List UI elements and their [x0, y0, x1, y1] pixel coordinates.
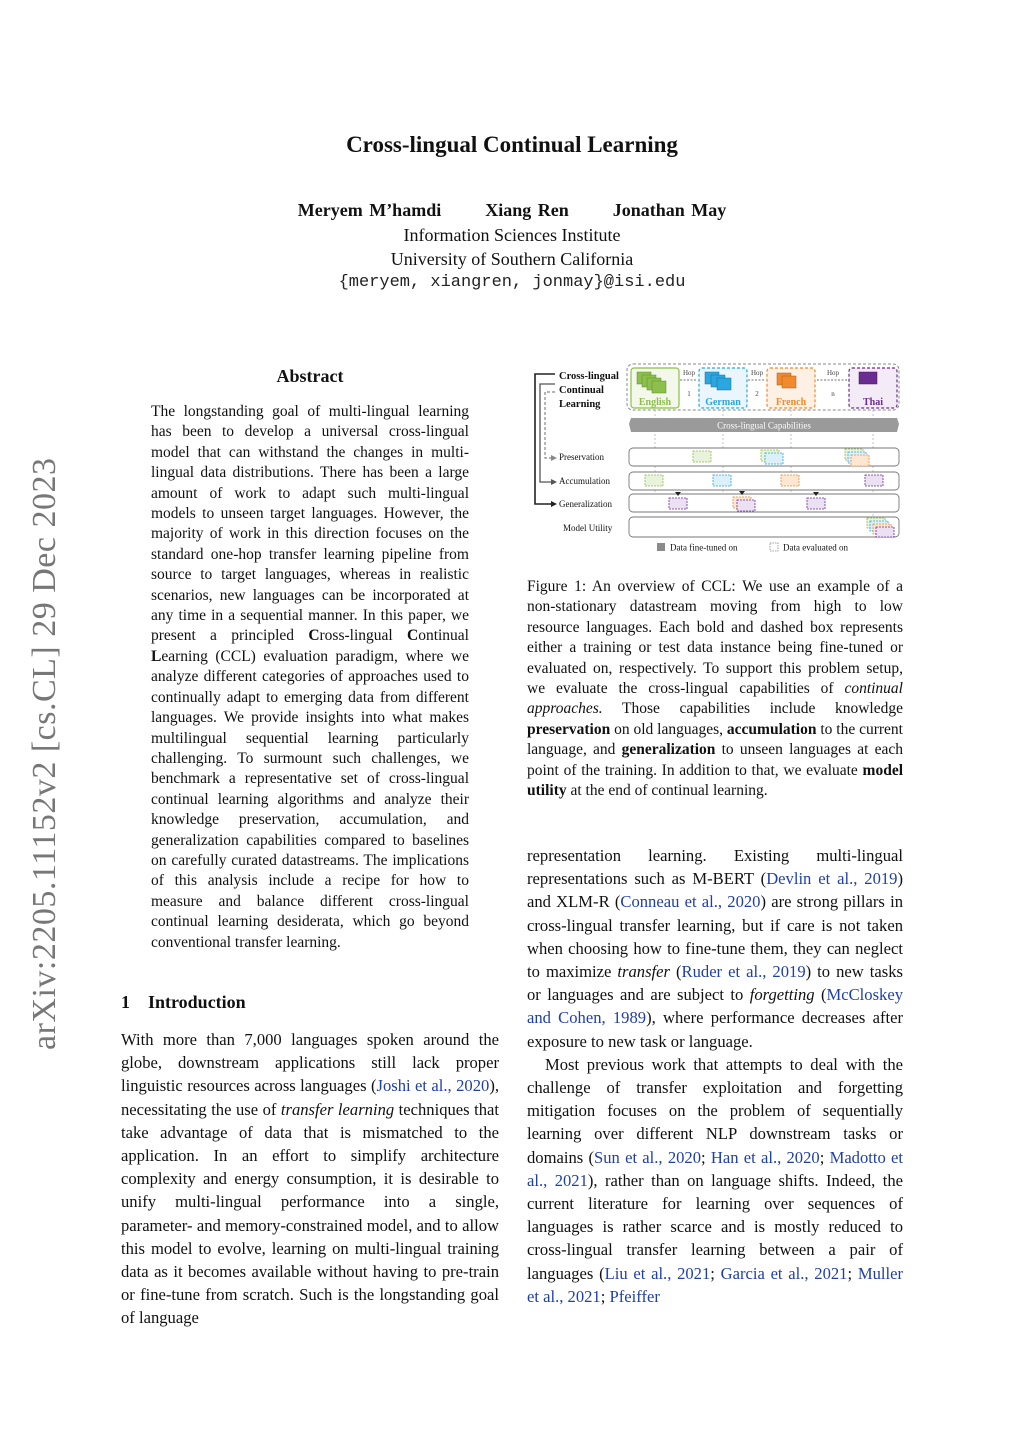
eval-instance — [737, 500, 755, 511]
citation-link[interactable]: McCloskey and Cohen, 1989 — [527, 985, 903, 1028]
author-name: Xiang Ren — [485, 200, 569, 220]
abstract-text: The longstanding goal of multi-lingual learning has been to develop a universal cross-lingual model that can withstand the changes in multi-lingual data distributions. There has been a large amount of work to adapt such multi-lingual models to unseen target languages. However, the majority of work in this direction focuses on the standard one-hop transfer learning pipeline from source to target languages, whereas in realistic scenarios, new languages can be incorporated at any time in a sequential manner. In this paper, we present a principled Cross-lingual Continual Learning (CCL) evaluation paradigm, where we analyze different categories of approaches used to continually adapt to emerging data from different languages. We provide insights into what makes multilingual sequential learning particularly challenging. To surmount such challenges, we benchmark a representative set of cross-lingual continual learning algorithms and analyze their knowledge preservation, accumulation, and generalization capabilities compared to baselines on carefully curated datastreams. The implications of this analysis include a recipe for how to measure and balance different cross-lingual continual learning desiderata, which go beyond conventional transfer learning. — [151, 403, 469, 951]
citation-link[interactable]: Pfeiffer — [609, 1286, 660, 1306]
legend-label: Data fine-tuned on — [670, 542, 738, 553]
legend-label: Data evaluated on — [783, 542, 848, 553]
language-block-english — [631, 368, 679, 408]
capabilities-label: Cross-lingual Capabilities — [717, 420, 811, 431]
citation-link[interactable]: Liu et al., 2021 — [604, 1263, 711, 1283]
figure-caption: Figure 1: An overview of CCL: We use an example of a non-stationary datastream moving from high to low resource languages. Each bold and dashed box represents either a training or test data instance being fine-tuned or evaluated on, respectively. To support this problem setup, we evaluate the cross-lingual capabilities of continual approaches. Those capabilities include knowledge preservation on old languages, accumulation to the current language, and generalization to unseen languages at each point of the training. In addition to that, we evaluate model utility at the end of continual learning. — [527, 578, 903, 800]
language-block-french — [767, 368, 815, 408]
eval-instance — [807, 498, 825, 509]
figure-title-line: Cross-lingual — [559, 371, 619, 382]
eval-instance — [876, 527, 894, 537]
flow-bracket-preservation — [545, 392, 555, 458]
citation-link[interactable]: Sun et al., 2020 — [594, 1147, 702, 1167]
author-list — [0, 200, 1024, 221]
hop-label: Hop — [750, 369, 764, 377]
abstract-heading: Abstract — [276, 366, 344, 386]
language-block-german — [699, 368, 747, 408]
arrow-head — [551, 479, 557, 485]
language-label: English — [638, 397, 672, 408]
citation-link[interactable]: Joshi et al., 2020 — [376, 1076, 490, 1096]
hop-label: Hop — [682, 369, 696, 377]
row-box-model-utility — [629, 517, 899, 537]
eval-instance — [693, 451, 711, 462]
section-heading — [121, 992, 246, 1013]
figure-title-line: Learning — [559, 399, 601, 410]
intro-paragraph: Most previous work that attempts to deal with the challenge of transfer exploitation and forgetting mitigation focuses on the problem of sequentially learning over different NLP downstream tasks or domains (Sun et al., 2020; Han et al., 2020; Madotto et al., 2021), rather than on language shifts. Indeed, the current literature for learning over sequences of languages is rather scarce and is mostly reduced to cross-lingual transfer learning between a pair of languages (Liu et al., 2021; Garcia et al., 2021; Muller et al., 2021; Pfeiffer — [527, 1054, 904, 1306]
flow-bracket-accumulation — [540, 384, 555, 482]
affiliation-line: Information Sciences Institute — [403, 225, 621, 245]
legend-swatch-finetuned — [657, 543, 665, 551]
row-label: Accumulation — [559, 476, 610, 486]
eval-instance — [713, 475, 731, 486]
row-box-accumulation — [629, 472, 899, 490]
eval-instance — [669, 498, 687, 509]
citation-link[interactable]: Han et al., 2020 — [710, 1147, 820, 1167]
eval-instance — [765, 453, 783, 464]
citation-link[interactable]: Conneau et al., 2020 — [620, 892, 761, 912]
citation-link[interactable]: Devlin et al., 2019 — [766, 869, 898, 889]
author-email: {meryem, xiangren, jonmay}@isi.edu — [338, 273, 686, 292]
intro-paragraph-continued: representation learning. Existing multi-lingual representations such as M-BERT (Devlin et al., 2019) and XLM-R (Conneau et al., 2020) are strong pillars in cross-lingual transfer learning, but if care is not taken when choosing how to fine-tune them, they can neglect to maximize transfer (Ruder et al., 2019) to new tasks or languages and are subject to forgetting (McCloskey and Cohen, 1989), where performance decreases after exposure to new task or language. — [527, 846, 903, 1051]
language-label: Thai — [862, 397, 884, 408]
legend-swatch-evaluated — [770, 543, 778, 551]
eval-instance — [865, 475, 883, 486]
citation-link[interactable]: Ruder et al., 2019 — [681, 962, 806, 982]
intro-right-column — [527, 844, 903, 1308]
row-label: Generalization — [559, 499, 612, 509]
citation-link[interactable]: Garcia et al., 2021 — [720, 1263, 848, 1283]
arrow-head — [551, 455, 557, 461]
hop-number: 1 — [687, 390, 691, 398]
hop-number: n — [831, 390, 835, 398]
section-number: 1 — [121, 992, 130, 1012]
arxiv-stamp: arXiv:2205.11152v2 [cs.CL] 29 Dec 2023 — [26, 457, 63, 1050]
intro-paragraph: With more than 7,000 languages spoken around the globe, downstream applications still lack proper linguistic resources across languages (Joshi et al., 2020), necessitating the use of transfer learning techniques that take advantage of data that is mismatched to the application. In an effort to simplify architecture complexity and energy consumption, it is desirable to unify multi-lingual performance into a single, parameter- and memory-constrained model, and to allow this model to evolve, learning on multi-lingual training data as it becomes available without having to pre-train or fine-tune from scratch. Such is the longstanding goal of language — [121, 1030, 500, 1328]
row-label: Preservation — [559, 452, 604, 462]
row-label: Model Utility — [563, 523, 613, 533]
arrow-head — [551, 501, 557, 507]
eval-instance — [851, 455, 869, 466]
section-title: Introduction — [148, 992, 246, 1012]
citation-link[interactable]: Madotto et al., 2021 — [527, 1147, 904, 1190]
author-name: Jonathan May — [612, 200, 727, 220]
citation-link[interactable]: Muller et al., 2021 — [527, 1263, 903, 1306]
figure-title-line: Continual — [559, 385, 604, 396]
language-block-thai — [849, 368, 897, 408]
eval-instance — [781, 475, 799, 486]
figure-ccl-overview — [527, 360, 903, 556]
hop-label: Hop — [826, 369, 840, 377]
affiliation-line: University of Southern California — [390, 249, 634, 269]
language-label: French — [775, 397, 807, 408]
author-name: Meryem M’hamdi — [297, 200, 442, 220]
hop-number: 2 — [755, 390, 759, 398]
eval-instance — [645, 475, 663, 486]
language-label: German — [705, 397, 741, 408]
paper-title: Cross-lingual Continual Learning — [346, 132, 678, 157]
